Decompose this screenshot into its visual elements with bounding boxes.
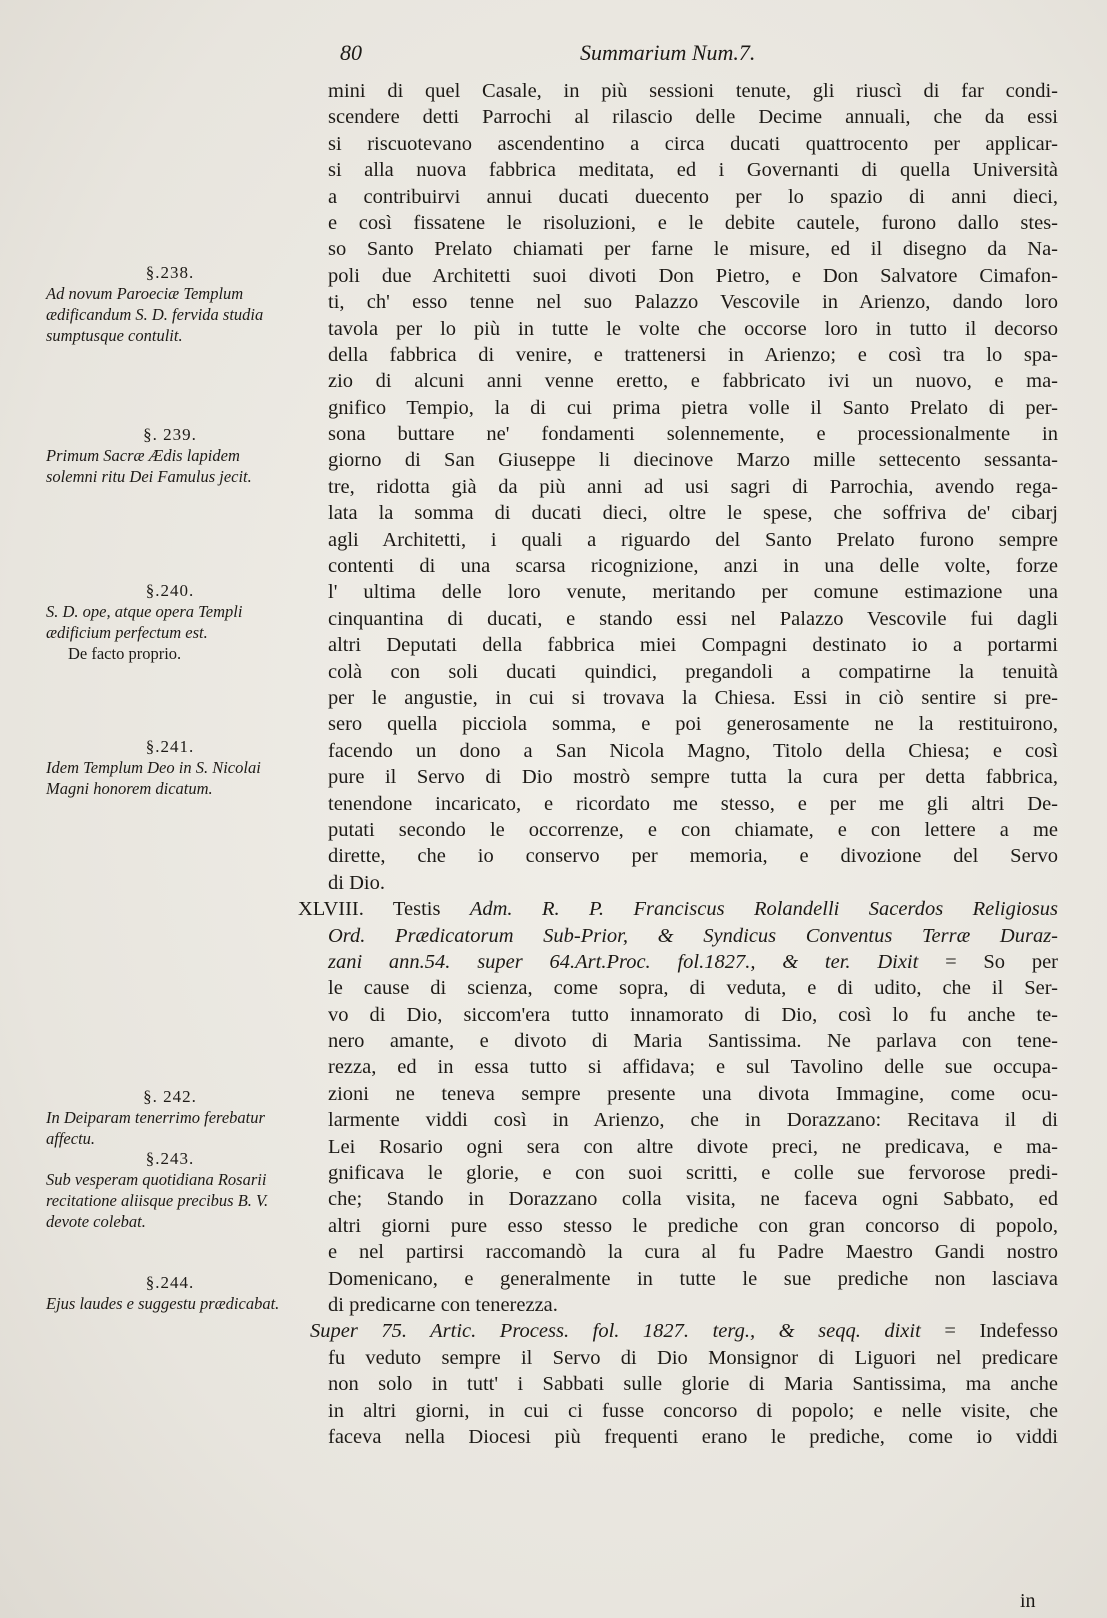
text-line: faceva nella Diocesi più frequenti erano le prediche, come io viddi <box>328 1425 1058 1448</box>
text-line: contenti di una scarsa ricognizione, anzi in una delle volte, forze <box>328 555 1058 578</box>
text-line: in altri giorni, in cui ci fusse concorso di popolo; e nelle visite, che <box>328 1399 1058 1422</box>
margin-note-text: Ad novum Paroeciæ Templum ædificandum S. D. fervida studia sumptusque contulit. <box>46 284 264 345</box>
text-line: putati secondo le occorrenze, e con chiamate, e con lettere a me <box>328 818 1058 841</box>
margin-note-238 <box>46 262 294 346</box>
text-line: dirette, che io conservo per memoria, e divozione del Servo <box>328 845 1058 868</box>
margin-note-239 <box>46 424 294 487</box>
margin-note-number: §. 239. <box>143 425 197 444</box>
main-text <box>298 78 1059 1450</box>
text-line: Domenicano, e generalmente in tutte le sue prediche non lasciava <box>328 1267 1058 1290</box>
text-line: tenendone incaricato, e ricordato me stesso, e per me gli altri De- <box>328 792 1058 815</box>
witness-heading-line: Ord. Prædicatorum Sub-Prior, & Syndicus Conventus Terræ Duraz- <box>328 924 1058 947</box>
text-line: le cause di scienza, come sopra, di veduta, e di udito, che il Ser- <box>328 977 1058 1000</box>
text-line: altri Deputati della fabbrica miei Compagni destinato io a portarmi <box>328 634 1058 657</box>
margin-note-244 <box>46 1272 294 1314</box>
text-line: l' ultima delle loro venute, meritando per comune estimazione una <box>328 581 1058 604</box>
text-line: zioni ne teneva sempre presente una divota Immagine, come ocu- <box>328 1082 1058 1105</box>
text-line: fu veduto sempre il Servo di Dio Monsignor di Liguori nel predicare <box>328 1346 1058 1369</box>
margin-note-number: §.240. <box>145 581 195 600</box>
text-line: facendo un dono a San Nicola Magno, Titolo della Chiesa; e così <box>328 739 1058 762</box>
margin-note-number: §. 242. <box>143 1087 197 1106</box>
text-line: Lei Rosario ogni sera con altre divote preci, ne predicava, e ma- <box>328 1135 1058 1158</box>
text-line: larmente viddi così in Arienzo, che in Dorazzano: Recitava il di <box>328 1109 1058 1132</box>
text-line: di Dio. <box>328 871 385 894</box>
witness-reference: zani ann.54. super 64.Art.Proc. fol.1827., & ter. Dixit <box>328 950 919 973</box>
margin-note-text: In Deiparam tenerrimo ferebatur affectu. <box>46 1108 265 1148</box>
text-line: nero amante, e divoto di Maria Santissima. Ne parlava con tene- <box>328 1030 1058 1053</box>
margin-note-241 <box>46 736 294 799</box>
text-line: tavola per lo più in tutte le volte che occorse loro in tutto il decorso <box>328 317 1058 340</box>
text-line: e nel partirsi raccomandò la cura al fu Padre Maestro Gandi nostro <box>328 1241 1058 1264</box>
text-line: giorno di San Giuseppe li diecinove Marzo mille settecento sessanta- <box>328 449 1058 472</box>
text-line: della fabbrica di venire, e trattenersi in Arienzo; e così tra lo spa- <box>328 343 1058 366</box>
margin-note-number: §.244. <box>145 1273 195 1292</box>
margin-note-text: Ejus laudes e suggestu prædicabat. <box>46 1294 280 1313</box>
text-line: a contribuirvi annui ducati duecento per lo spazio di anni dieci, <box>328 185 1058 208</box>
text-line: si alla nuova fabbrica meditata, ed i Governanti di quella Università <box>328 159 1058 182</box>
text-line: pure il Servo di Dio mostrò sempre tutta la cura per detta fabbrica, <box>328 766 1058 789</box>
super-dixit: = Indefesso <box>944 1320 1059 1343</box>
text-line: gnifico Tempio, la di cui prima pietra volle il Santo Prelato di per- <box>328 396 1058 419</box>
witness-heading <box>298 896 1058 922</box>
text-line: e così fissatene le risoluzioni, e le debite cautele, furono dallo stes- <box>328 211 1058 234</box>
text-line: per le angustie, in cui si trovava la Chiesa. Essi in ciò sentire si pre- <box>328 686 1058 709</box>
text-line: scendere detti Parrochi al rilascio delle Decime annuali, che da essi <box>328 106 1058 129</box>
margin-note-240 <box>46 580 294 664</box>
text-line: colà con soli ducati quindici, pregandoli a compatirne la tenuità <box>328 660 1058 683</box>
text-line: sona buttare ne' fondamenti solennemente, e processionalmente in <box>328 423 1058 446</box>
text-line: rezza, ed in essa tutto si affidava; e sul Tavolino delle sue occupa- <box>328 1056 1058 1079</box>
text-line: ti, ch' esso tenne nel suo Palazzo Vescovile in Arienzo, dando loro <box>328 291 1058 314</box>
text-line: tre, ridotta già da più anni ad usi sagri di Parrochia, avendo rega- <box>328 475 1058 498</box>
witness-heading-line <box>328 949 1058 975</box>
text-line: gnificava le glorie, e con suoi scritti, e colle sue fervorose predi- <box>328 1162 1058 1185</box>
margin-note-text: Idem Templum Deo in S. Nicolai Magni honorem dicatum. <box>46 758 261 798</box>
text-line: poli due Architetti suoi divoti Don Pietro, e Don Salvatore Cimafon- <box>328 264 1058 287</box>
text-line: so Santo Prelato chiamati per farne le misure, ed il disegno da Na- <box>328 238 1058 261</box>
text-line: si riscuotevano ascendentino a circa ducati quattrocento per applicar- <box>328 132 1058 155</box>
text-line: di predicarne con tenerezza. <box>328 1293 558 1316</box>
text-line: non solo in tutt' i Sabbati sulle glorie di Maria Santissima, ma anche <box>328 1373 1058 1396</box>
text-line: lata la somma di ducati dieci, oltre le spese, che soffriva de' cibarj <box>328 502 1058 525</box>
page-number: 80 <box>340 40 362 65</box>
witness-name: Adm. R. P. Franciscus Rolandelli Sacerdos Religiosus <box>469 898 1058 921</box>
margin-note-text: S. D. ope, atque opera Templi ædificium perfectum est. <box>46 602 243 642</box>
margin-note-text: Primum Sacræ Ædis lapidem solemni ritu Dei Famulus jecit. <box>46 446 252 486</box>
text-line: che; Stando in Dorazzano colla visita, ne faceva ogni Sabbato, ed <box>328 1188 1058 1211</box>
margin-note-number: §.241. <box>145 737 195 756</box>
margin-note-242 <box>46 1086 294 1149</box>
witness-lead: XLVIII. Testis <box>298 898 441 921</box>
margin-note-number: §.238. <box>145 263 195 282</box>
catchword: in <box>1020 1590 1036 1612</box>
running-title: Summarium Num.7. <box>580 40 756 65</box>
witness-dixit: = So per <box>945 950 1058 973</box>
super-reference: Super 75. Artic. Process. fol. 1827. terg., & seqq. dixit <box>310 1320 921 1343</box>
text-line: altri giorni pure esso stesso le prediche con gran concorso di popolo, <box>328 1214 1058 1237</box>
margin-note-text: Sub vesperam quotidiana Rosarii recitatione aliisque precibus B. V. devote colebat. <box>46 1170 269 1231</box>
text-line: mini di quel Casale, in più sessioni tenute, gli riuscì di far condi- <box>328 80 1058 102</box>
margin-note-243 <box>46 1148 294 1232</box>
text-line: sero quella picciola somma, e poi generosamente ne la restituirono, <box>328 713 1058 736</box>
text-line: cinquantina di ducati, e stando essi nel Palazzo Vescovile fui dagli <box>328 607 1058 630</box>
margin-note-number: §.243. <box>145 1149 195 1168</box>
text-line: zio di alcuni anni venne eretto, e fabbricato ivi un nuovo, e ma- <box>328 370 1058 393</box>
text-line: vo di Dio, siccom'era tutto innamorato di Dio, così lo fu anche te- <box>328 1003 1058 1026</box>
text-line: agli Architetti, i quali a riguardo del Santo Prelato furono sempre <box>328 528 1058 551</box>
super-heading <box>310 1318 1058 1344</box>
margin-note-aside: De facto proprio. <box>68 644 182 663</box>
page-header <box>340 40 1040 70</box>
